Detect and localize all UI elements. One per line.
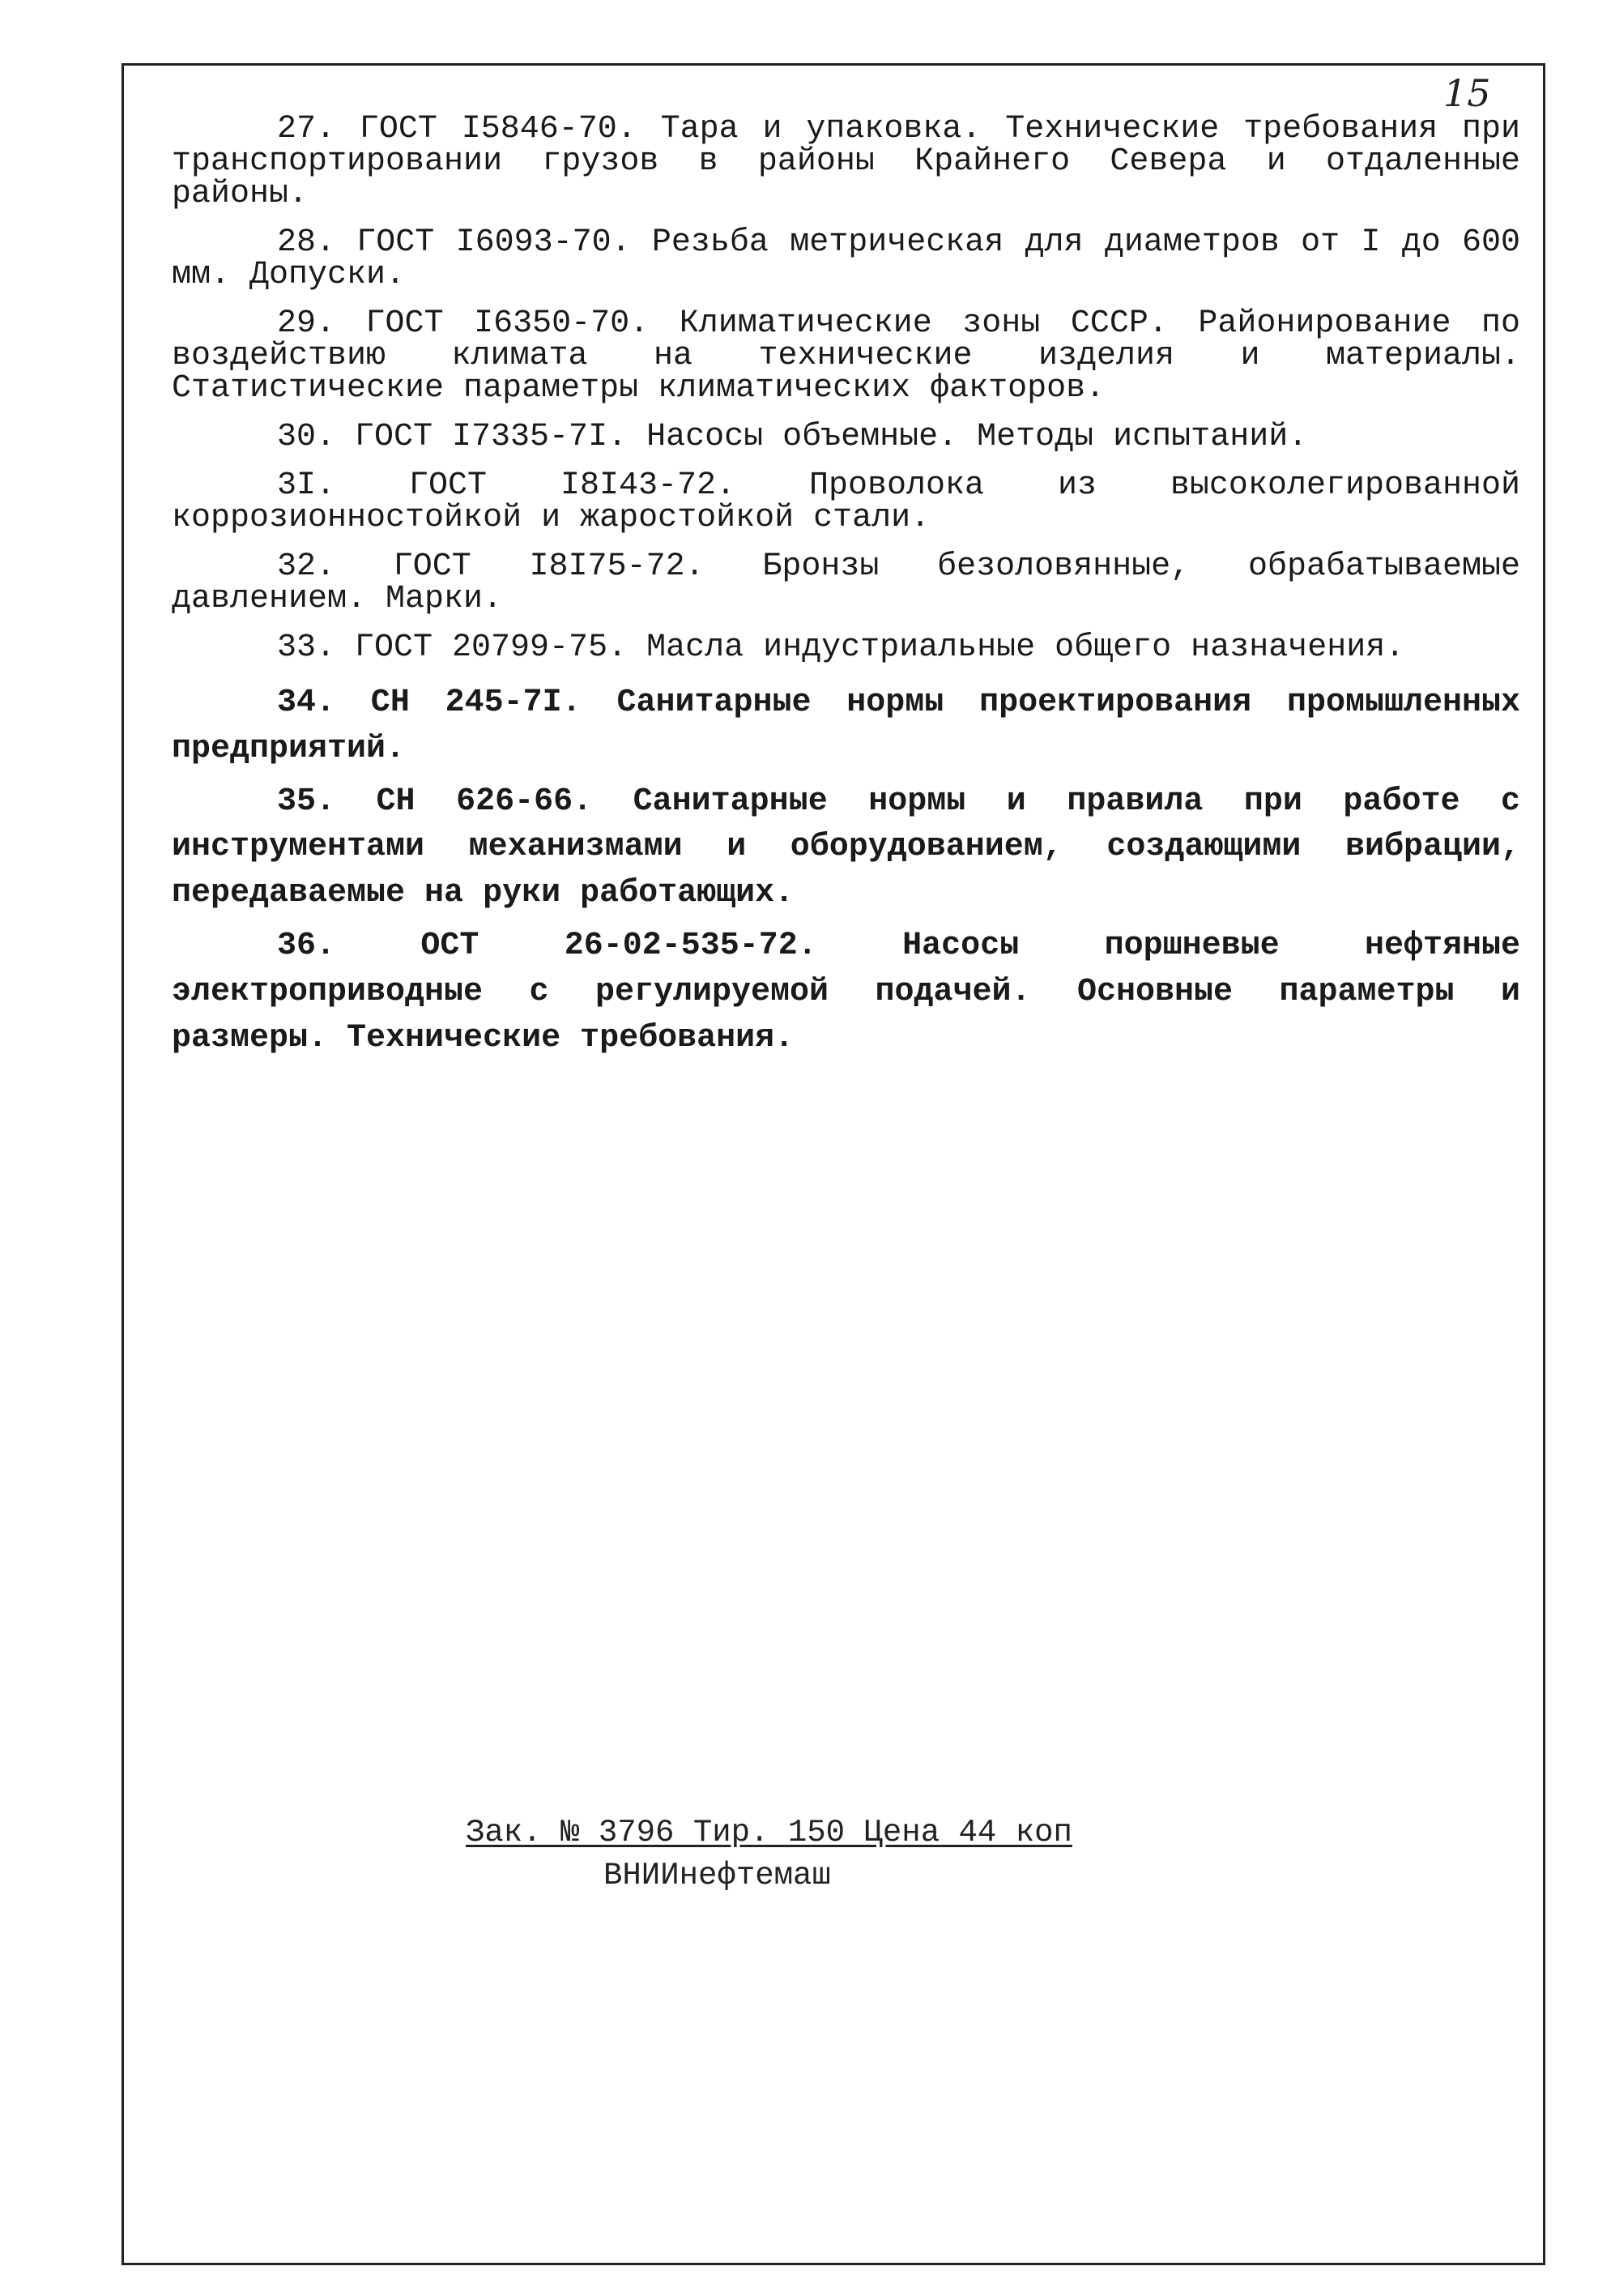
reference-item: 28. ГОСТ I6093-70. Резьба метрическая для диаметров от I до 600 мм. Допуски.: [172, 224, 1520, 293]
reference-item: 35. СН 626-66. Санитарные нормы и правила при работе с инструментами механизмами и оборудованием, создающими вибрации, передаваемые на руки работающих.: [172, 783, 1520, 912]
publisher-name: ВНИИнефтемаш: [603, 1857, 831, 1893]
order-info: Зак. № 3796 Тир. 150 Цена 44 коп: [466, 1815, 1072, 1850]
reference-item: 36. ОСТ 26-02-535-72. Насосы поршневые нефтяные электроприводные с регулируемой подачей. Основные параметры и размеры. Технические требования.: [172, 927, 1520, 1056]
reference-item: 30. ГОСТ I7335-7I. Насосы объемные. Методы испытаний.: [277, 419, 1308, 455]
reference-list: [172, 113, 1520, 1068]
reference-item: 29. ГОСТ I6350-70. Климатические зоны СССР. Районирование по воздействию климата на технические изделия и материалы. Статистические параметры климатических факторов.: [172, 305, 1520, 407]
reference-item: 27. ГОСТ I5846-70. Тара и упаковка. Технические требования при транспортировании грузов в районы Крайнего Севера и отдаленные районы.: [172, 111, 1520, 212]
reference-item: 32. ГОСТ I8I75-72. Бронзы безоловянные, обрабатываемые давлением. Марки.: [172, 548, 1520, 617]
print-imprint: [466, 1812, 1072, 1897]
reference-item: 34. СН 245-7I. Санитарные нормы проектирования промышленных предприятий.: [172, 685, 1520, 767]
reference-item: 3I. ГОСТ I8I43-72. Проволока из высоколегированной коррозионностойкой и жаростойкой стали.: [172, 467, 1520, 536]
page-number: 15: [1443, 71, 1491, 115]
reference-item: 33. ГОСТ 20799-75. Масла индустриальные общего назначения.: [277, 629, 1405, 666]
